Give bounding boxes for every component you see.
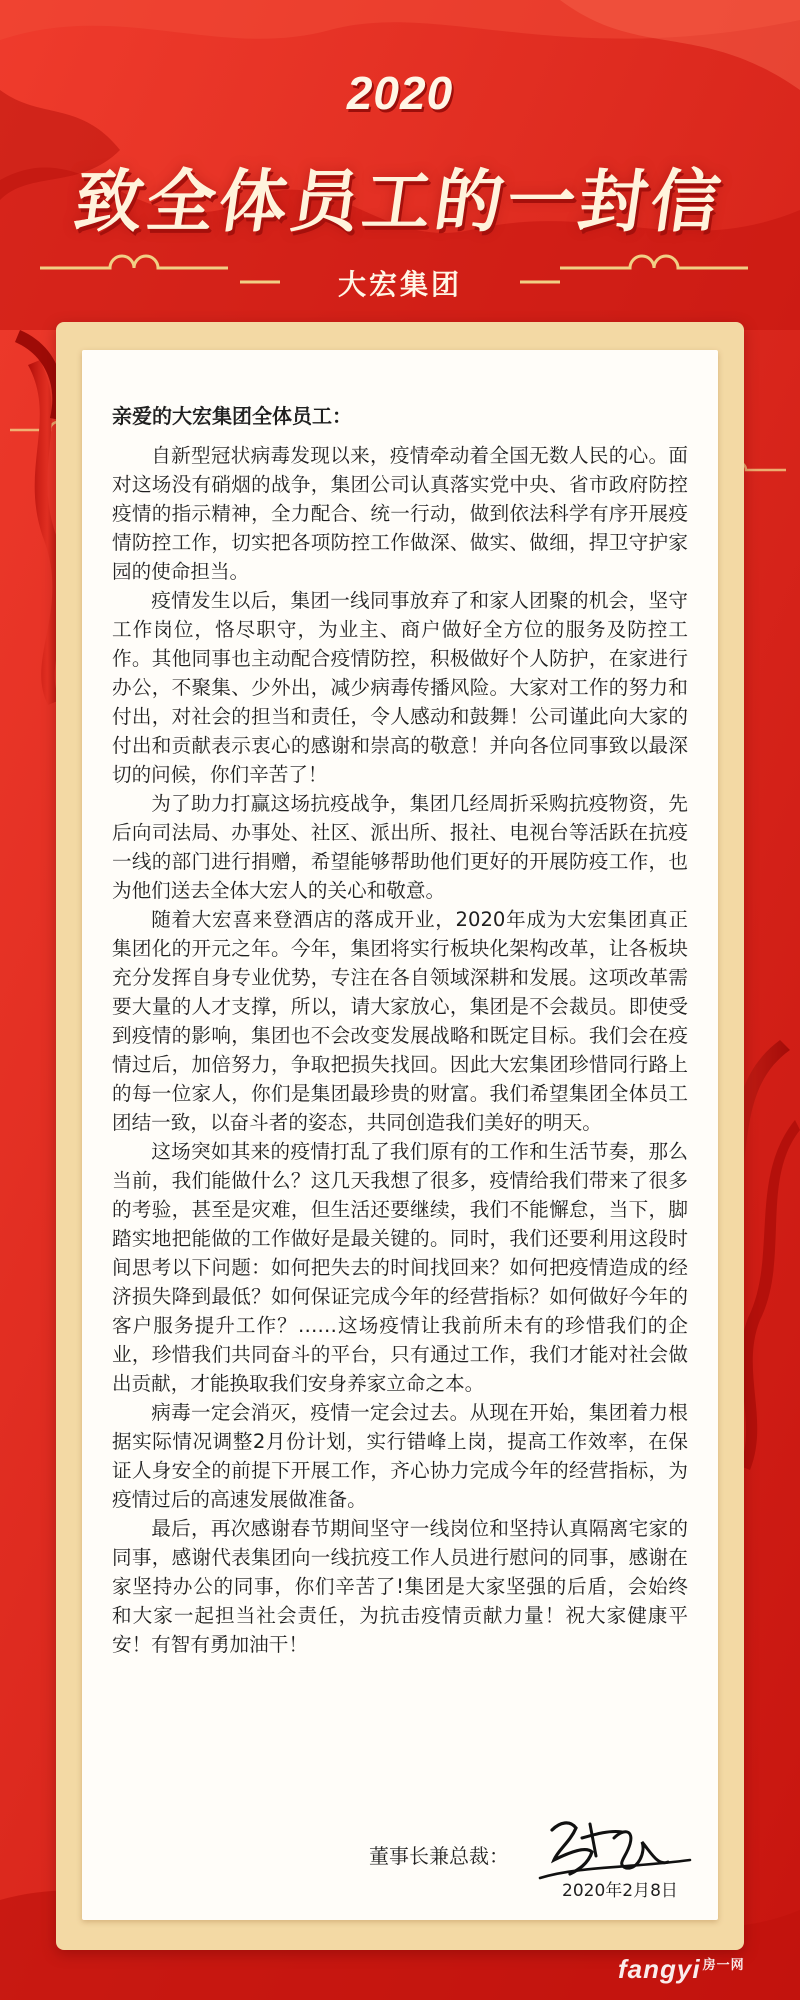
signature-label: 董事长兼总裁： <box>369 1844 509 1868</box>
letter-paragraph: 自新型冠状病毒发现以来，疫情牵动着全国无数人民的心。面对这场没有硝烟的战争，集团公司认真落实党中央、省市政府防控疫情的指示精神，全力配合、统一行动，做到依法科学有序开展疫情防控工作，切实把各项防控工作做深、做实、做细，捍卫守护家园的使命担当。 <box>112 444 688 583</box>
year-heading: 2020 <box>346 67 454 119</box>
letter-paragraph: 为了助力打赢这场抗疫战争，集团几经周折采购抗疫物资，先后向司法局、办事处、社区、派出所、报社、电视台等活跃在抗疫一线的部门进行捐赠，希望能够帮助他们更好的开展防疫工作，也为他们送去全体大宏人的关心和敬意。 <box>112 792 688 902</box>
site-watermark-logo <box>618 1954 788 1994</box>
letter-paper <box>82 350 718 1920</box>
letter-paragraph: 随着大宏喜来登酒店的落成开业，2020年成为大宏集团真正集团化的开元之年。今年，集团将实行板块化架构改革，让各板块充分发挥自身专业优势，专注在各自领域深耕和发展。这项改革需要大量的人才支撑，所以，请大家放心，集团是不会裁员。即使受到疫情的影响，集团也不会改变发展战略和既定目标。我们会在疫情过后，加倍努力，争取把损失找回。因此大宏集团珍惜同行路上的每一位家人，你们是集团最珍贵的财富。我们希望集团全体员工团结一致，以奋斗者的姿态，共同创造我们美好的明天。 <box>112 908 688 1134</box>
watermark-text: fangyi <box>618 1954 701 1984</box>
watermark-site-cn: 房一网 <box>702 1957 745 1972</box>
letter-paragraph: 病毒一定会消灭，疫情一定会过去。从现在开始，集团着力根据实际情况调整2月份计划，实行错峰上岗，提高工作效率，在保证人身安全的前提下开展工作，齐心协力完成今年的经营指标，为疫情过后的高速发展做准备。 <box>112 1401 688 1511</box>
letter-paragraph: 最后，再次感谢春节期间坚守一线岗位和坚持认真隔离宅家的同事，感谢代表集团向一线抗疫工作人员进行慰问的同事，感谢在家坚持办公的同事，你们辛苦了!集团是大家坚强的后盾，会始终和大家一起担当社会责任，为抗击疫情贡献力量！祝大家健康平安！有智有勇加油干！ <box>112 1517 688 1656</box>
company-name: 大宏集团 <box>337 268 462 301</box>
letter-date: 2020年2月8日 <box>562 1881 678 1901</box>
letter-paragraph: 这场突如其来的疫情打乱了我们原有的工作和生活节奏，那么当前，我们能做什么？这几天我想了很多，疫情给我们带来了很多的考验，甚至是灾难，但生活还要继续，我们不能懈怠，当下，脚踏实地把能做的工作做好是最关键的。同时，我们还要利用这段时间思考以下问题：如何把失去的时间找回来？如何把疫情造成的经济损失降到最低？如何保证完成今年的经营指标？如何做好今年的客户服务提升工作？……这场疫情让我前所未有的珍惜我们的企业，珍惜我们共同奋斗的平台，只有通过工作，我们才能对社会做出贡献，才能换取我们安身养家立命之本。 <box>112 1140 688 1395</box>
letter-body <box>112 402 688 1659</box>
page-title: 致全体员工的一封信 <box>69 163 729 242</box>
header <box>0 0 800 330</box>
letter-salutation: 亲爱的大宏集团全体员工： <box>112 404 352 428</box>
letter-paragraph: 疫情发生以后，集团一线同事放弃了和家人团聚的机会，坚守工作岗位，恪尽职守，为业主、商户做好全方位的服务及防控工作。其他同事也主动配合疫情防控，积极做好个人防护，在家进行办公，不聚集、少外出，减少病毒传播风险。大家对工作的努力和付出，对社会的担当和责任，令人感动和鼓舞！公司谨此向大家的付出和贡献表示衷心的感谢和崇高的敬意！并向各位同事致以最深切的问候，你们辛苦了！ <box>112 589 688 786</box>
